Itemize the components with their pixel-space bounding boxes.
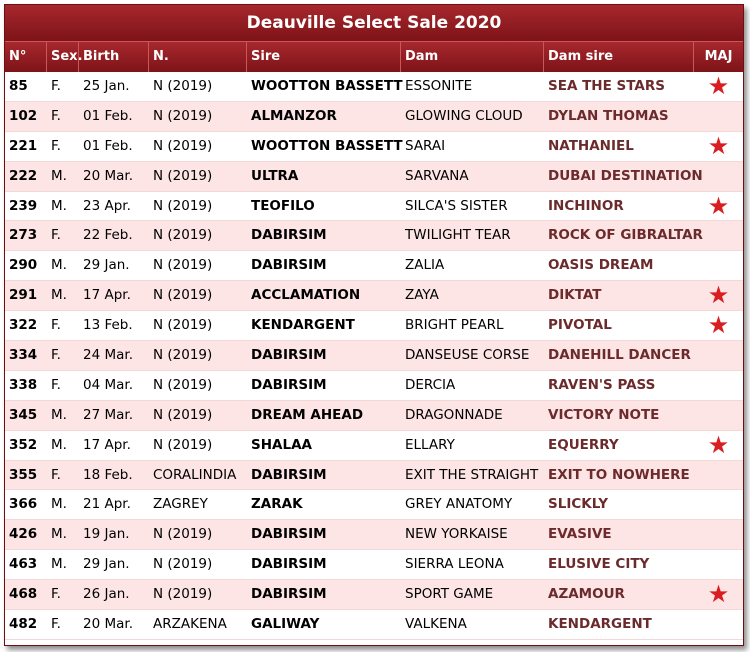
cell-dam: DRAGONNADE <box>405 406 503 423</box>
cell-horse-name: N (2019) <box>153 78 213 94</box>
cell-horse-name: N (2019) <box>153 257 213 274</box>
cell-dam-sire: AZAMOUR <box>548 586 625 603</box>
cell-maj <box>694 311 743 340</box>
cell-lot-number: 222 <box>9 167 38 184</box>
cell-horse-name: ZAGREY <box>153 496 208 513</box>
cell-horse-name: N (2019) <box>153 556 213 573</box>
cell-lot-number: 85 <box>9 78 28 94</box>
cell-dam: TWILIGHT TEAR <box>405 227 511 244</box>
cell-sex: M. <box>51 556 67 573</box>
sale-table <box>4 4 744 646</box>
cell-dam: ESSONITE <box>405 78 473 94</box>
cell-lot-number: 221 <box>9 137 38 154</box>
cell-horse-name: ARZAKENA <box>153 616 227 633</box>
cell-dam: NEW YORKAISE <box>405 526 508 543</box>
cell-sex: M. <box>51 436 67 453</box>
cell-birth-date: 27 Mar. <box>83 406 133 423</box>
cell-horse-name: CORALINDIA <box>153 466 237 483</box>
cell-dam-sire: OASIS DREAM <box>548 257 654 274</box>
cell-maj <box>694 72 743 101</box>
table-row <box>5 311 743 341</box>
header-sire: Sire <box>247 42 401 72</box>
cell-birth-date: 25 Jan. <box>83 78 130 94</box>
table-row <box>5 102 743 132</box>
cell-horse-name: N (2019) <box>153 376 213 393</box>
cell-lot-number: 273 <box>9 227 38 244</box>
cell-dam: ELLARY <box>405 436 455 453</box>
table-row <box>5 132 743 162</box>
cell-birth-date: 20 Mar. <box>83 616 133 633</box>
cell-sire: KENDARGENT <box>251 317 355 334</box>
table-row <box>5 520 743 550</box>
cell-sex: M. <box>51 496 67 513</box>
cell-birth-date: 24 Mar. <box>83 347 133 364</box>
cell-dam-sire: SLICKLY <box>548 496 608 513</box>
cell-sex: M. <box>51 167 67 184</box>
cell-birth-date: 21 Apr. <box>83 496 131 513</box>
cell-sex: M. <box>51 287 67 304</box>
cell-sex: M. <box>51 406 67 423</box>
cell-sex: F. <box>51 376 61 393</box>
header-maj: MAJ <box>704 49 733 64</box>
cell-sire: DABIRSIM <box>251 466 327 483</box>
cell-dam: DERCIA <box>405 376 456 393</box>
cell-maj <box>694 580 743 609</box>
cell-dam: GLOWING CLOUD <box>405 107 523 124</box>
cell-horse-name: N (2019) <box>153 197 213 214</box>
table-row <box>5 490 743 520</box>
cell-dam-sire: EQUERRY <box>548 436 619 453</box>
cell-birth-date: 18 Feb. <box>83 466 133 483</box>
table-header <box>5 41 743 72</box>
cell-birth-date: 01 Feb. <box>83 107 133 124</box>
table-row <box>5 192 743 222</box>
cell-maj <box>694 162 743 191</box>
cell-dam-sire: ROCK OF GIBRALTAR <box>548 227 703 244</box>
cell-horse-name: N (2019) <box>153 586 213 603</box>
cell-maj <box>694 401 743 430</box>
cell-birth-date: 29 Jan. <box>83 257 130 274</box>
cell-dam: EXIT THE STRAIGHT <box>405 466 539 483</box>
cell-sire: WOOTTON BASSETT <box>251 78 403 94</box>
header-number: N° <box>5 42 47 72</box>
cell-dam-sire: DIKTAT <box>548 287 602 304</box>
table-row <box>5 251 743 281</box>
cell-sire: ALMANZOR <box>251 107 337 124</box>
cell-maj <box>694 371 743 400</box>
table-row <box>5 72 743 102</box>
cell-lot-number: 102 <box>9 107 38 124</box>
cell-dam: SILCA'S SISTER <box>405 197 508 214</box>
cell-sex: F. <box>51 107 61 124</box>
cell-lot-number: 482 <box>9 616 38 633</box>
cell-horse-name: N (2019) <box>153 317 213 334</box>
cell-birth-date: 22 Feb. <box>83 227 133 244</box>
cell-sex: F. <box>51 347 61 364</box>
cell-dam-sire: SEA THE STARS <box>548 78 665 94</box>
cell-birth-date: 19 Jan. <box>83 526 130 543</box>
cell-dam-sire: RAVEN'S PASS <box>548 376 656 393</box>
cell-lot-number: 291 <box>9 287 38 304</box>
cell-birth-date: 01 Feb. <box>83 137 133 154</box>
cell-dam: GREY ANATOMY <box>405 496 513 513</box>
cell-lot-number: 334 <box>9 347 38 364</box>
cell-maj <box>694 490 743 519</box>
cell-horse-name: N (2019) <box>153 227 213 244</box>
cell-sire: ACCLAMATION <box>251 287 361 304</box>
cell-lot-number: 468 <box>9 586 38 603</box>
cell-maj <box>694 550 743 579</box>
table-body <box>5 72 743 640</box>
cell-maj <box>694 610 743 639</box>
table-title: Deauville Select Sale 2020 <box>5 5 743 41</box>
cell-birth-date: 29 Jan. <box>83 556 130 573</box>
table-row <box>5 550 743 580</box>
cell-dam-sire: PIVOTAL <box>548 317 612 334</box>
cell-dam-sire: EXIT TO NOWHERE <box>548 466 690 483</box>
table-row <box>5 162 743 192</box>
cell-lot-number: 355 <box>9 466 38 483</box>
table-row <box>5 580 743 610</box>
cell-sire: DABIRSIM <box>251 347 327 364</box>
cell-dam-sire: NATHANIEL <box>548 137 634 154</box>
table-row <box>5 461 743 491</box>
cell-lot-number: 345 <box>9 406 38 423</box>
cell-sire: WOOTTON BASSETT <box>251 137 403 154</box>
cell-sire: DABIRSIM <box>251 586 327 603</box>
cell-sire: SHALAA <box>251 436 312 453</box>
cell-maj <box>694 102 743 131</box>
cell-lot-number: 322 <box>9 317 38 334</box>
cell-sex: F. <box>51 586 61 603</box>
star-icon: ★ <box>707 281 730 310</box>
cell-dam: DANSEUSE CORSE <box>405 347 530 364</box>
cell-dam: ZALIA <box>405 257 445 274</box>
cell-horse-name: N (2019) <box>153 137 213 154</box>
cell-sire: DABIRSIM <box>251 227 327 244</box>
table-row <box>5 610 743 640</box>
cell-sire: TEOFILO <box>251 197 315 214</box>
star-icon: ★ <box>707 131 730 160</box>
cell-dam-sire: VICTORY NOTE <box>548 406 660 423</box>
cell-sire: DABIRSIM <box>251 556 327 573</box>
cell-birth-date: 13 Feb. <box>83 317 133 334</box>
cell-sex: F. <box>51 137 61 154</box>
header-sex: Sex. <box>47 42 79 72</box>
cell-birth-date: 20 Mar. <box>83 167 133 184</box>
cell-lot-number: 366 <box>9 496 38 513</box>
header-dam: Dam <box>401 42 544 72</box>
cell-sex: M. <box>51 257 67 274</box>
cell-horse-name: N (2019) <box>153 107 213 124</box>
cell-dam-sire: DANEHILL DANCER <box>548 347 691 364</box>
cell-sire: DABIRSIM <box>251 257 327 274</box>
cell-sire: DABIRSIM <box>251 376 327 393</box>
cell-sex: F. <box>51 227 61 244</box>
table-row <box>5 281 743 311</box>
cell-sex: F. <box>51 317 61 334</box>
header-name: N. <box>149 42 247 72</box>
cell-lot-number: 239 <box>9 197 38 214</box>
cell-sire: ZARAK <box>251 496 303 513</box>
table-row <box>5 401 743 431</box>
cell-dam-sire: ELUSIVE CITY <box>548 556 650 573</box>
cell-sire: GALIWAY <box>251 616 320 633</box>
cell-sex: F. <box>51 466 61 483</box>
cell-lot-number: 463 <box>9 556 38 573</box>
cell-sex: M. <box>51 197 67 214</box>
cell-sire: DABIRSIM <box>251 526 327 543</box>
cell-horse-name: N (2019) <box>153 406 213 423</box>
cell-maj <box>694 431 743 460</box>
cell-dam-sire: DYLAN THOMAS <box>548 107 669 124</box>
star-icon: ★ <box>707 72 730 100</box>
cell-birth-date: 17 Apr. <box>83 436 131 453</box>
star-icon: ★ <box>707 311 730 340</box>
cell-maj <box>694 281 743 310</box>
cell-sire: DREAM AHEAD <box>251 406 364 423</box>
cell-birth-date: 17 Apr. <box>83 287 131 304</box>
cell-maj <box>694 341 743 370</box>
cell-maj <box>694 251 743 280</box>
star-icon: ★ <box>707 580 730 609</box>
cell-dam: SIERRA LEONA <box>405 556 504 573</box>
header-birth: Birth <box>79 42 149 72</box>
cell-sex: F. <box>51 78 61 94</box>
cell-maj <box>694 192 743 221</box>
cell-lot-number: 426 <box>9 526 38 543</box>
star-icon: ★ <box>707 191 730 220</box>
header-dam-sire: Dam sire <box>544 42 694 72</box>
cell-dam: BRIGHT PEARL <box>405 317 504 334</box>
cell-horse-name: N (2019) <box>153 436 213 453</box>
cell-horse-name: N (2019) <box>153 347 213 364</box>
cell-dam: SARAI <box>405 137 446 154</box>
cell-birth-date: 04 Mar. <box>83 376 133 393</box>
cell-maj <box>694 461 743 490</box>
cell-dam-sire: KENDARGENT <box>548 616 652 633</box>
table-row <box>5 221 743 251</box>
cell-dam: SPORT GAME <box>405 586 494 603</box>
cell-maj <box>694 132 743 161</box>
cell-lot-number: 352 <box>9 436 38 453</box>
cell-horse-name: N (2019) <box>153 167 213 184</box>
cell-dam-sire: EVASIVE <box>548 526 612 543</box>
cell-sex: F. <box>51 616 61 633</box>
cell-dam-sire: INCHINOR <box>548 197 624 214</box>
cell-dam: SARVANA <box>405 167 469 184</box>
cell-dam: VALKENA <box>405 616 467 633</box>
cell-horse-name: N (2019) <box>153 287 213 304</box>
cell-lot-number: 290 <box>9 257 38 274</box>
cell-birth-date: 26 Jan. <box>83 586 130 603</box>
cell-birth-date: 23 Apr. <box>83 197 131 214</box>
table-row <box>5 341 743 371</box>
cell-dam: ZAYA <box>405 287 439 304</box>
cell-lot-number: 338 <box>9 376 38 393</box>
cell-maj <box>694 221 743 250</box>
cell-sex: M. <box>51 526 67 543</box>
cell-horse-name: N (2019) <box>153 526 213 543</box>
table-row <box>5 431 743 461</box>
cell-dam-sire: DUBAI DESTINATION <box>548 167 703 184</box>
star-icon: ★ <box>707 430 730 459</box>
cell-sire: ULTRA <box>251 167 299 184</box>
table-row <box>5 371 743 401</box>
cell-maj <box>694 520 743 549</box>
